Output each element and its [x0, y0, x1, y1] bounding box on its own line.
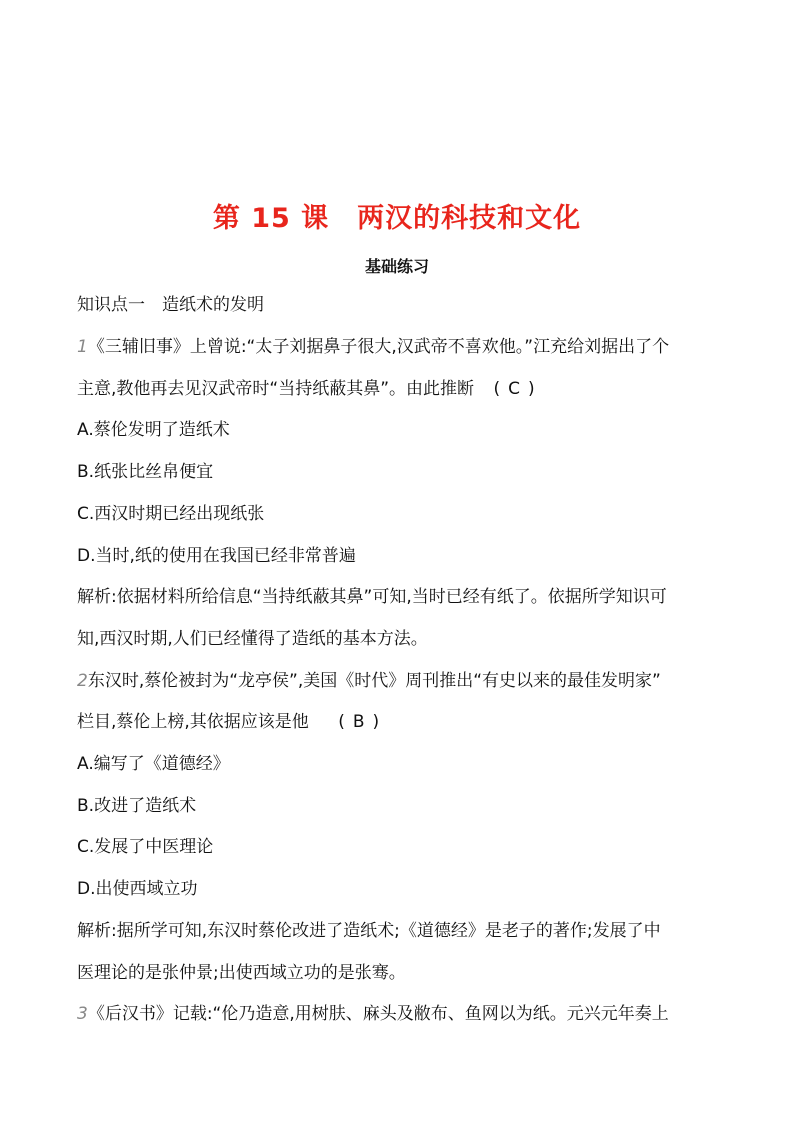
- analysis-line-2: 知,西汉时期,人们已经懂得了造纸的基本方法。: [77, 629, 428, 649]
- analysis-line-1: 解析:依据材料所给信息“当持纸蔽其鼻”可知,当时已经有纸了。依据所学知识可: [77, 587, 667, 607]
- option-b: B.改进了造纸术: [77, 796, 197, 816]
- answer-value: B: [352, 712, 365, 732]
- question-number: 3: [77, 1004, 88, 1024]
- answer-bracket: [493, 378, 534, 400]
- question-2-line-1: [77, 670, 661, 692]
- option-c: C.发展了中医理论: [77, 837, 214, 857]
- answer-close-paren: ): [372, 712, 380, 732]
- option-d: D.出使西域立功: [77, 879, 198, 899]
- lesson-title: 第 15 课 两汉的科技和文化: [212, 203, 582, 234]
- question-text: 东汉时,蔡伦被封为“龙亭侯”,美国《时代》周刊推出“有史以来的最佳发明家”: [87, 671, 661, 691]
- question-number: 2: [77, 671, 88, 691]
- question-text: 《三辅旧事》上曾说:“太子刘据鼻子很大,汉武帝不喜欢他。”江充给刘据出了个: [87, 337, 670, 357]
- answer-close-paren: ): [527, 379, 535, 399]
- question-text: 《后汉书》记载:“伦乃造意,用树肤、麻头及敝布、鱼网以为纸。元兴元年奏上: [87, 1004, 669, 1024]
- option-d: D.当时,纸的使用在我国已经非常普遍: [77, 546, 356, 566]
- analysis-line-1: 解析:据所学可知,东汉时蔡伦改进了造纸术;《道德经》是老子的著作;发展了中: [77, 921, 661, 941]
- answer-open-paren: (: [493, 379, 501, 399]
- question-2-line-2: [77, 711, 379, 733]
- analysis-line-2: 医理论的是张仲景;出使西域立功的是张骞。: [77, 963, 406, 983]
- question-1-line-1: [77, 336, 669, 358]
- option-c: C.西汉时期已经出现纸张: [77, 504, 265, 524]
- option-a: A.蔡伦发明了造纸术: [77, 420, 230, 440]
- option-b: B.纸张比丝帛便宜: [77, 462, 214, 482]
- answer-open-paren: (: [338, 712, 345, 732]
- answer-bracket: [338, 711, 379, 733]
- question-text: 栏目,蔡伦上榜,其依据应该是他: [77, 712, 309, 732]
- question-3-line-1: [77, 1003, 669, 1025]
- question-1-line-2: [77, 378, 535, 400]
- question-number: 1: [77, 337, 88, 357]
- knowledge-point-heading: 知识点一 造纸术的发明: [77, 295, 264, 315]
- option-a: A.编写了《道德经》: [77, 754, 230, 774]
- section-subtitle: 基础练习: [364, 257, 429, 276]
- answer-value: C: [508, 379, 520, 399]
- question-text: 主意,教他再去见汉武帝时“当持纸蔽其鼻”。由此推断: [77, 379, 475, 399]
